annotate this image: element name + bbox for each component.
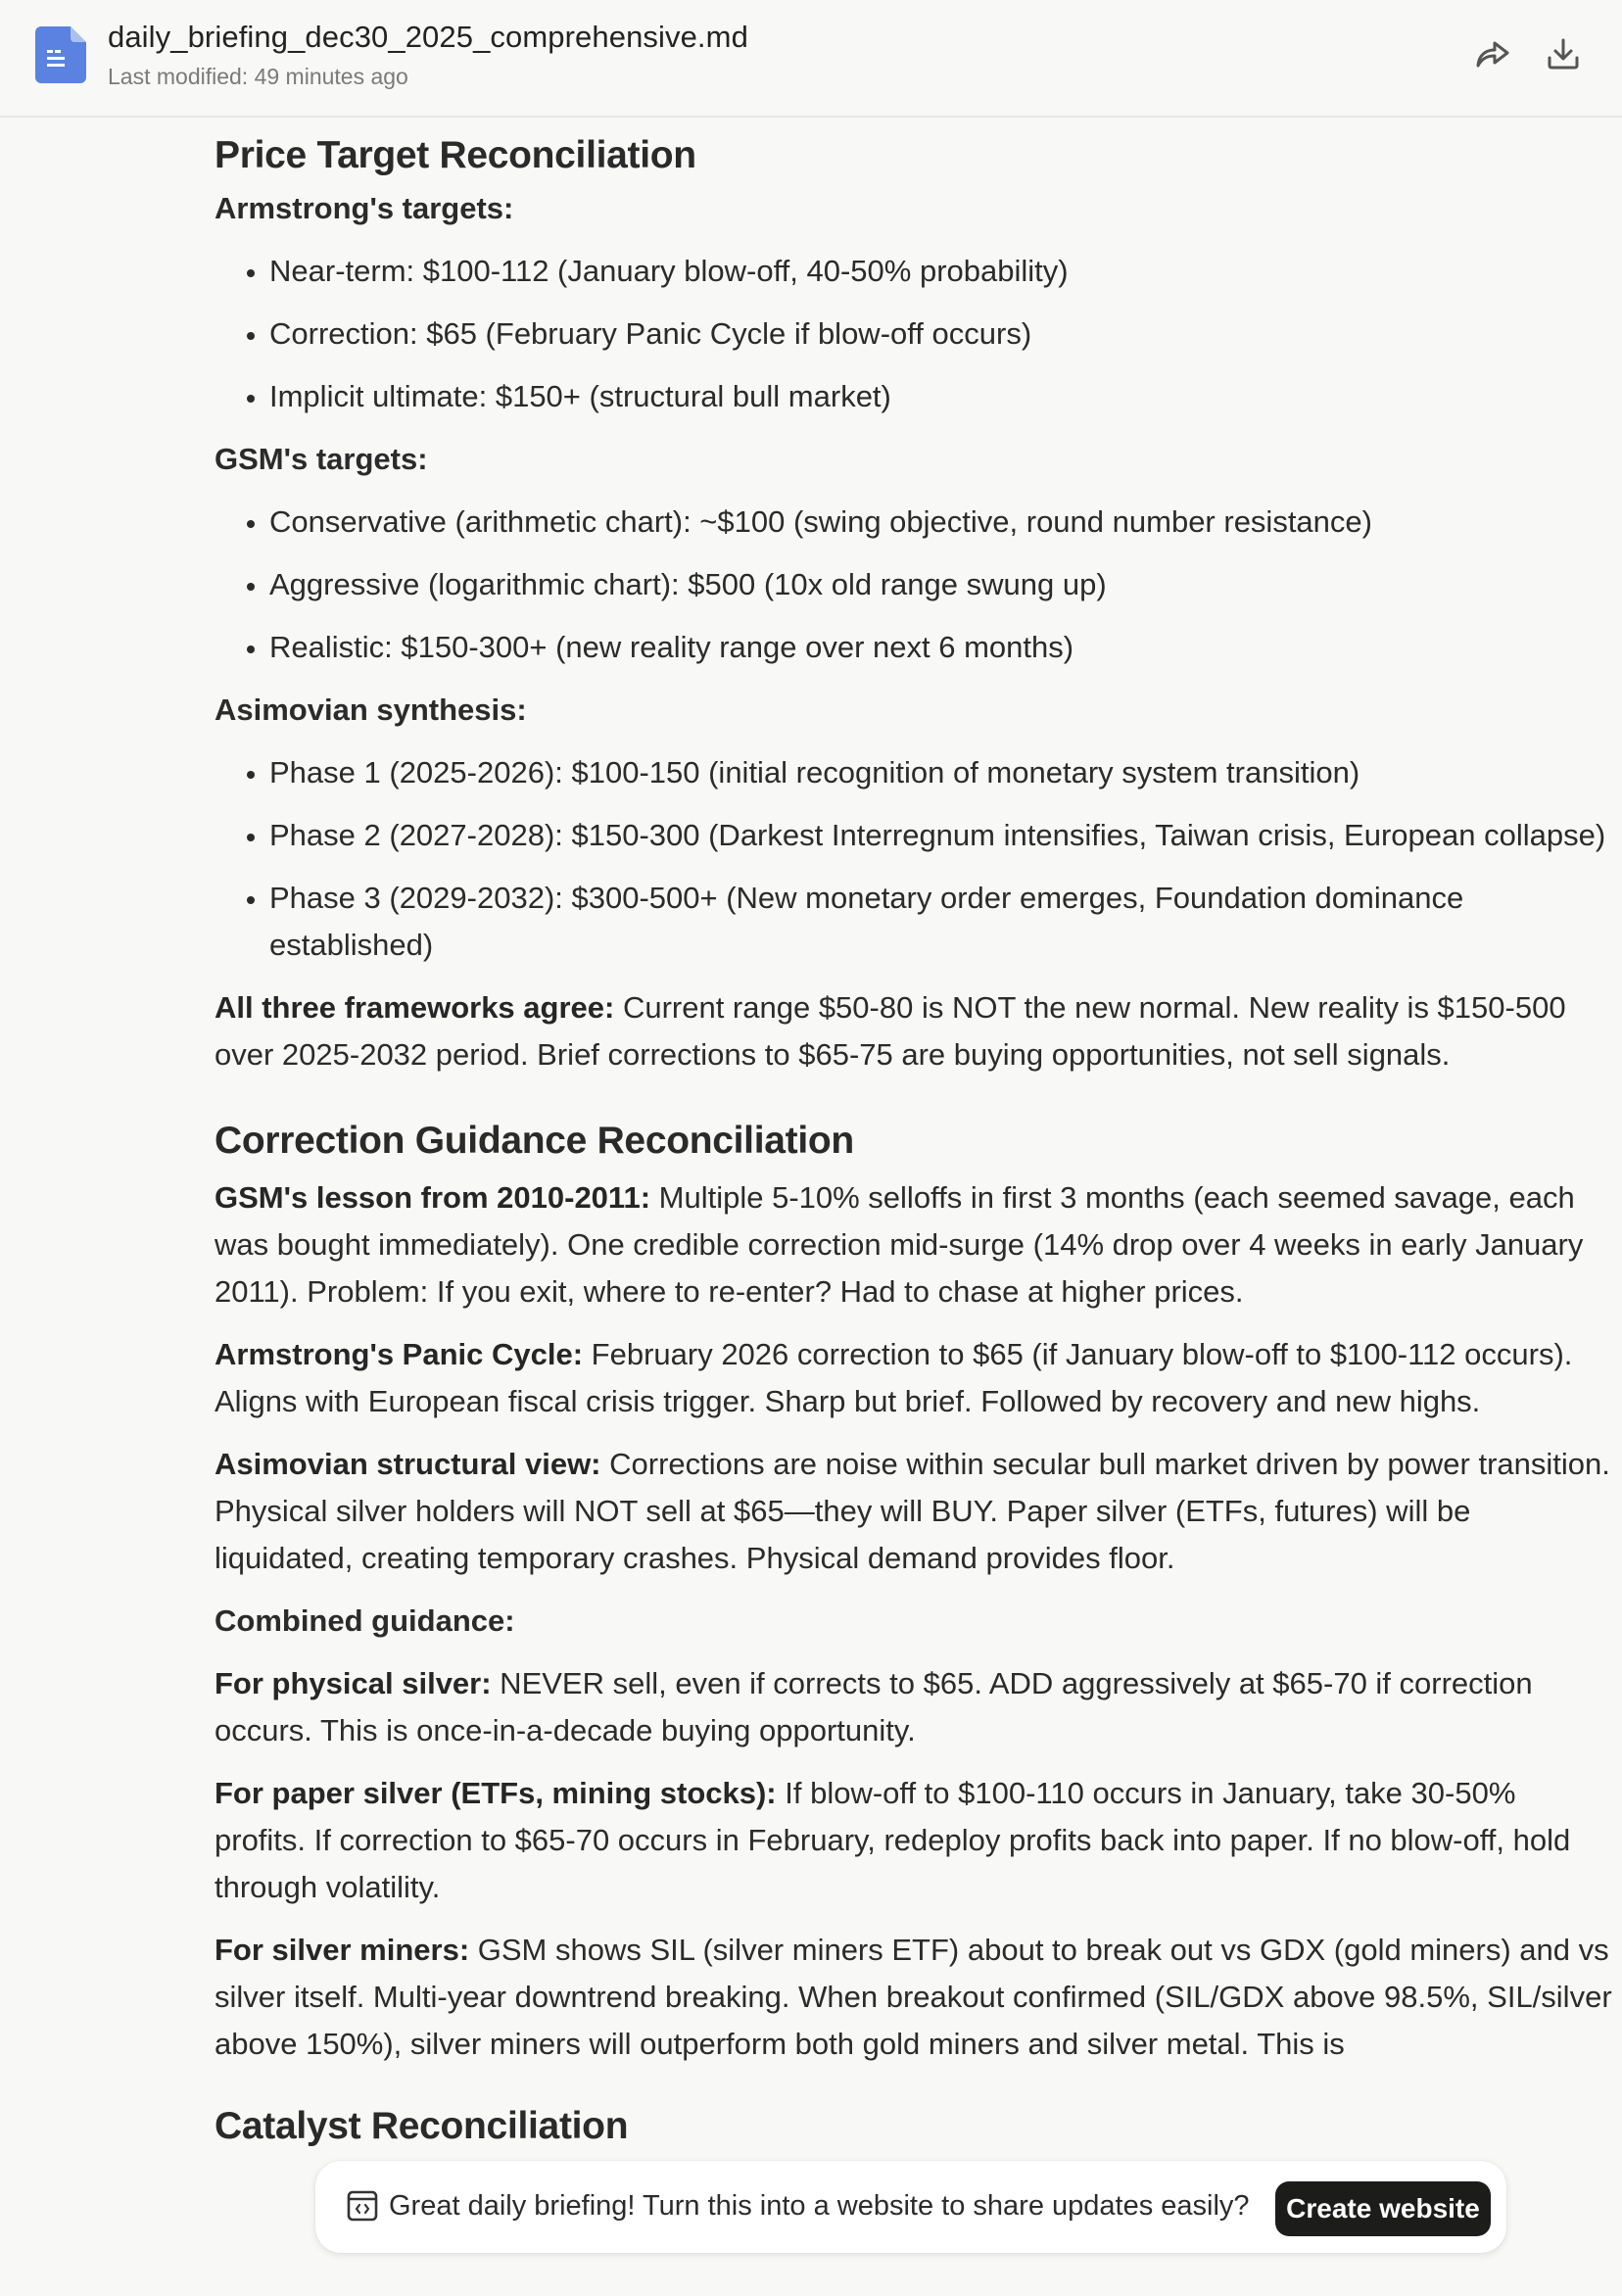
list-item: • Phase 2 (2027-2028): $150-300 (Darkest Interregnum intensifies, Taiwan crisis, European collapse) bbox=[269, 812, 1615, 859]
armstrong-targets-label: Armstrong's targets: bbox=[215, 191, 514, 225]
list-item: • Near-term: $100-112 (January blow-off, 40-50% probability) bbox=[269, 248, 1615, 295]
paragraph-lead: GSM's lesson from 2010-2011: bbox=[215, 1180, 651, 1215]
silver-miners-paragraph bbox=[215, 1927, 1615, 2068]
list-item: • Conservative (arithmetic chart): ~$100 (swing objective, round number resistance) bbox=[269, 499, 1615, 546]
file-name: daily_briefing_dec30_2025_comprehensive.md bbox=[108, 20, 748, 54]
banner-message: Great daily briefing! Turn this into a website to share updates easily? bbox=[389, 2190, 1250, 2222]
document-icon bbox=[35, 26, 86, 83]
create-website-button[interactable]: Create website bbox=[1275, 2181, 1491, 2236]
gsm-targets-label: GSM's targets: bbox=[215, 442, 428, 476]
armstrong-panic-paragraph bbox=[215, 1331, 1615, 1425]
document-header bbox=[0, 0, 1622, 118]
paragraph-lead: For paper silver (ETFs, mining stocks): bbox=[215, 1776, 777, 1810]
download-icon bbox=[1547, 37, 1580, 71]
share-icon bbox=[1475, 38, 1510, 70]
list-item: • Implicit ultimate: $150+ (structural bull market) bbox=[269, 373, 1615, 420]
list-item: • Phase 3 (2029-2032): $300-500+ (New monetary order emerges, Foundation dominance established) bbox=[269, 875, 1615, 969]
paragraph-lead: All three frameworks agree: bbox=[215, 990, 615, 1025]
website-code-icon bbox=[347, 2190, 378, 2222]
create-website-banner bbox=[315, 2161, 1506, 2253]
frameworks-agree-paragraph bbox=[215, 984, 1615, 1078]
asimovian-view-paragraph bbox=[215, 1441, 1615, 1582]
more-button[interactable] bbox=[1606, 29, 1622, 78]
paragraph-lead: For physical silver: bbox=[215, 1666, 492, 1700]
download-button[interactable] bbox=[1539, 29, 1588, 78]
list-item: • Realistic: $150-300+ (new reality range over next 6 months) bbox=[269, 624, 1615, 671]
paragraph-text: GSM shows SIL (silver miners ETF) about to break out vs GDX (gold miners) and vs silver itself. Multi-year downtrend breaking. When breakout confirmed (SIL/GDX above 98.5%, SIL/silver above 150%), silver miners will outperform both gold miners and silver metal. This is bbox=[215, 1933, 1612, 2061]
paragraph-text: Multiple 5-10% selloffs in first 3 months (each seemed savage, each was bought immediately). One credible correction mid-surge (14% drop over 4 weeks in early January 2011). Problem: If you exit, where to re-enter? Had to chase at higher prices. bbox=[215, 1180, 1584, 1309]
section-heading-catalyst: Catalyst Reconciliation bbox=[215, 2105, 629, 2147]
physical-silver-paragraph bbox=[215, 1660, 1615, 1754]
paragraph-lead: For silver miners: bbox=[215, 1933, 470, 1967]
list-item: • Correction: $65 (February Panic Cycle if blow-off occurs) bbox=[269, 311, 1615, 358]
section-heading-correction: Correction Guidance Reconciliation bbox=[215, 1120, 854, 1162]
paragraph-text: NEVER sell, even if corrects to $65. ADD aggressively at $65-70 if correction occurs. This is once-in-a-decade buying opportunity. bbox=[215, 1666, 1533, 1747]
last-modified: Last modified: 49 minutes ago bbox=[108, 64, 408, 89]
armstrong-targets-list bbox=[215, 248, 1615, 420]
paragraph-text: Current range $50-80 is NOT the new normal. New reality is $150-500 over 2025-2032 period. Brief corrections to $65-75 are buying opportunities, not sell signals. bbox=[215, 990, 1566, 1072]
document-content bbox=[215, 118, 1615, 2156]
gsm-targets-list bbox=[215, 499, 1615, 671]
paragraph-text: If blow-off to $100-110 occurs in January, take 30-50% profits. If correction to $65-70 occurs in February, redeploy profits back into paper. If no blow-off, hold through volatility. bbox=[215, 1776, 1571, 1904]
paper-silver-paragraph bbox=[215, 1770, 1615, 1911]
more-icon bbox=[1613, 37, 1622, 71]
combined-guidance-label: Combined guidance: bbox=[215, 1603, 515, 1638]
paragraph-text: February 2026 correction to $65 (if January blow-off to $100-112 occurs). Aligns with European fiscal crisis trigger. Sharp but brief. Followed by recovery and new highs. bbox=[215, 1337, 1573, 1418]
gsm-lesson-paragraph bbox=[215, 1174, 1615, 1315]
list-item: • Phase 1 (2025-2026): $100-150 (initial recognition of monetary system transition) bbox=[269, 749, 1615, 796]
paragraph-lead: Asimovian structural view: bbox=[215, 1447, 601, 1481]
list-item: • Aggressive (logarithmic chart): $500 (10x old range swung up) bbox=[269, 561, 1615, 608]
share-button[interactable] bbox=[1468, 29, 1517, 78]
asimovian-synthesis-list bbox=[215, 749, 1615, 969]
section-heading-price-targets: Price Target Reconciliation bbox=[215, 134, 696, 176]
paragraph-text: Corrections are noise within secular bull market driven by power transition. Physical silver holders will NOT sell at $65—they will BUY. Paper silver (ETFs, futures) will be liquidated, creating temporary crashes. Physical demand provides floor. bbox=[215, 1447, 1610, 1575]
paragraph-lead: Armstrong's Panic Cycle: bbox=[215, 1337, 584, 1371]
asimovian-synthesis-label: Asimovian synthesis: bbox=[215, 693, 527, 727]
